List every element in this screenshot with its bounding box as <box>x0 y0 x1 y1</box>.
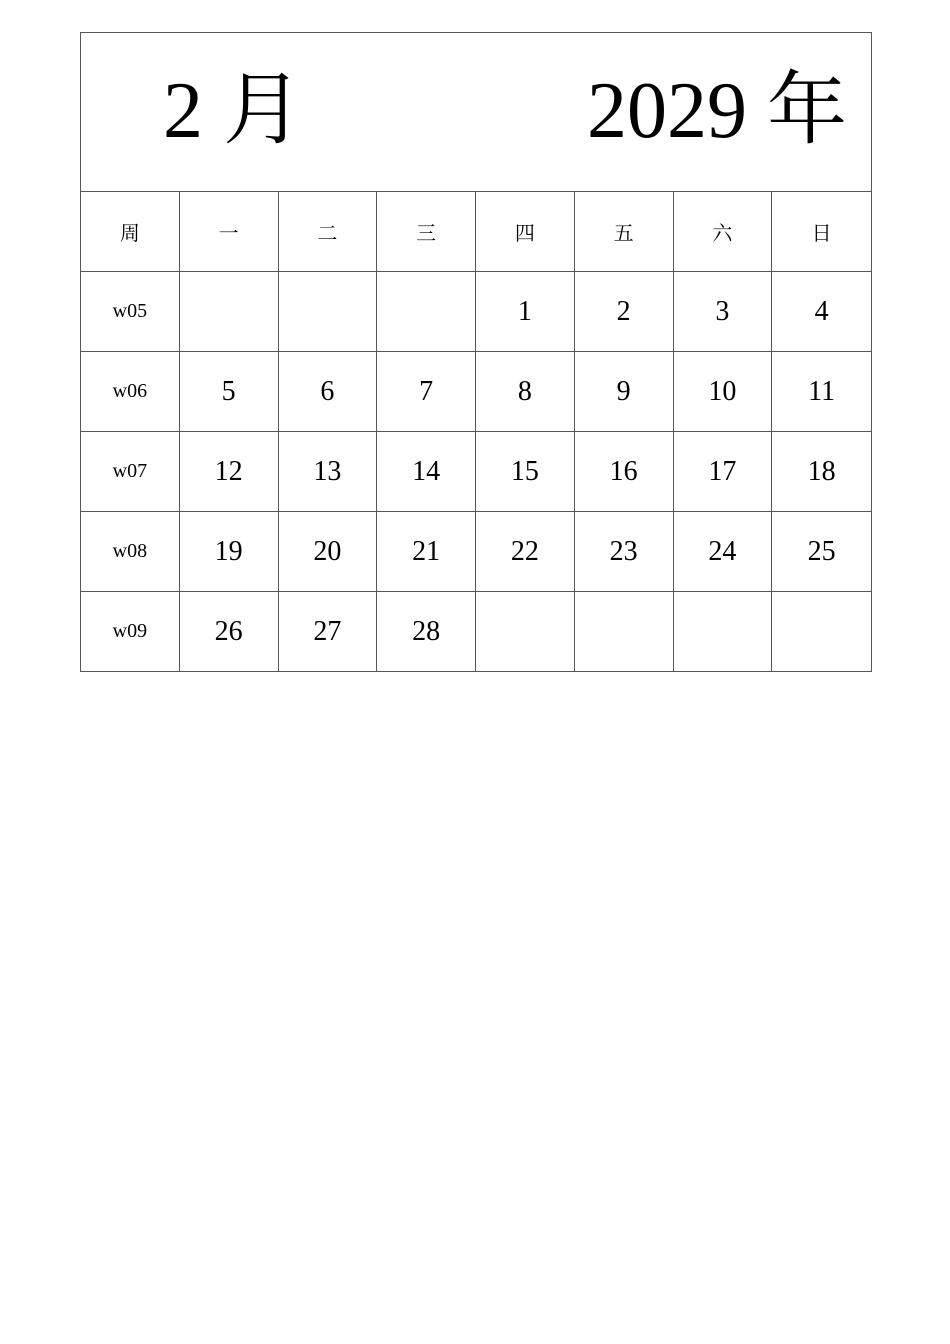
day-cell: 4 <box>814 295 829 327</box>
day-cell: 21 <box>377 512 476 591</box>
day-cell: 25 <box>807 535 836 567</box>
month-title: 2 月 <box>163 67 303 155</box>
year-title: 2029 年 <box>587 67 847 155</box>
week-number: w09 <box>81 592 180 671</box>
weekday-header-sunday: 日 <box>811 221 832 245</box>
weekday-header-monday: 一 <box>180 192 279 271</box>
day-cell: 28 <box>377 592 476 671</box>
day-cell: 10 <box>674 352 773 431</box>
day-cell: 1 <box>476 272 575 351</box>
day-cell <box>575 592 674 671</box>
week-number: w06 <box>81 352 180 431</box>
day-cell: 16 <box>575 432 674 511</box>
day-cell: 14 <box>377 432 476 511</box>
week-column-header: 周 <box>81 192 180 271</box>
day-cell: 15 <box>476 432 575 511</box>
day-cell: 5 <box>180 352 279 431</box>
weekday-header-wednesday: 三 <box>377 192 476 271</box>
day-cell: 23 <box>575 512 674 591</box>
week-number: w07 <box>81 432 180 511</box>
day-cell: 8 <box>476 352 575 431</box>
week-number: w08 <box>81 512 180 591</box>
day-cell <box>377 272 476 351</box>
day-cell: 20 <box>279 512 378 591</box>
day-cell: 6 <box>279 352 378 431</box>
day-cell: 3 <box>674 272 773 351</box>
day-cell: 22 <box>476 512 575 591</box>
day-cell: 9 <box>575 352 674 431</box>
day-cell: 27 <box>279 592 378 671</box>
day-cell: 2 <box>575 272 674 351</box>
calendar <box>80 32 872 672</box>
day-cell: 24 <box>674 512 773 591</box>
day-cell <box>674 592 773 671</box>
week-number: w05 <box>81 272 180 351</box>
week-row <box>81 592 871 671</box>
day-cell: 17 <box>674 432 773 511</box>
weekday-header-saturday: 六 <box>674 192 773 271</box>
week-row <box>81 272 871 352</box>
weekday-header-tuesday: 二 <box>279 192 378 271</box>
week-row <box>81 512 871 592</box>
weekday-header-row <box>81 192 871 272</box>
calendar-header <box>81 33 871 192</box>
week-row <box>81 432 871 512</box>
day-cell <box>279 272 378 351</box>
day-cell <box>476 592 575 671</box>
day-cell: 19 <box>180 512 279 591</box>
weekday-header-friday: 五 <box>575 192 674 271</box>
weekday-header-thursday: 四 <box>476 192 575 271</box>
day-cell <box>772 592 871 671</box>
day-cell: 18 <box>807 455 836 487</box>
day-cell: 13 <box>279 432 378 511</box>
day-cell: 11 <box>808 375 836 407</box>
day-cell: 12 <box>180 432 279 511</box>
day-cell: 26 <box>180 592 279 671</box>
day-cell <box>180 272 279 351</box>
day-cell: 7 <box>377 352 476 431</box>
week-row <box>81 352 871 432</box>
